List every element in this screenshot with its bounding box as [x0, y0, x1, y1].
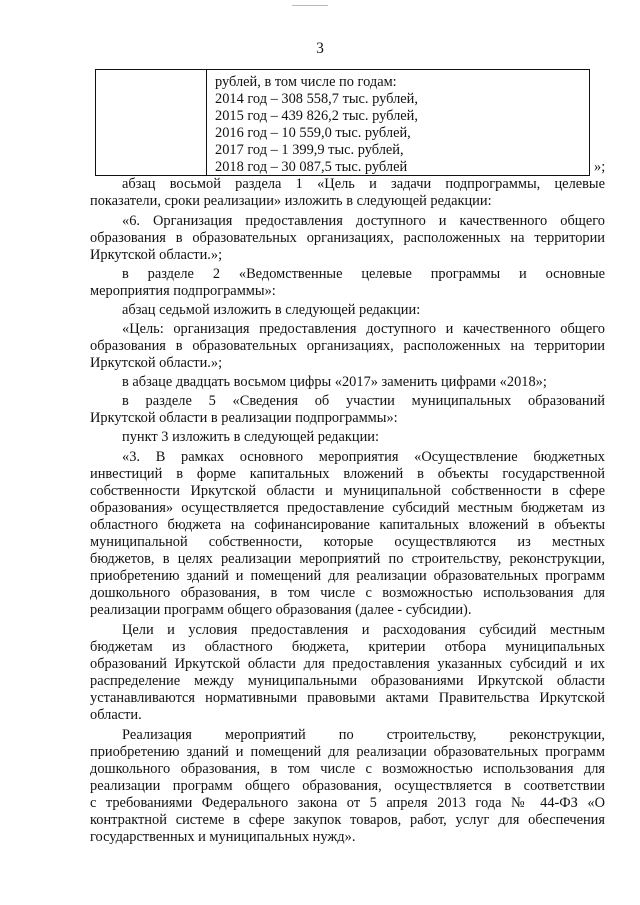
text-line: распределение между муниципальными образованиями Иркутской области [90, 673, 605, 689]
text-line: бюджетов, в целях реализации мероприятий по строительству, реконструкции, [90, 551, 605, 567]
text-line: «6. Организация предоставления доступного и качественного общего [122, 213, 605, 229]
text-line: «Цель: организация предоставления доступного и качественного общего [122, 321, 605, 337]
text-line: устанавливаются нормативными правовыми актами Правительства Иркутской [90, 690, 605, 706]
text-line: Цели и условия предоставления и расходования субсидий местным [122, 622, 605, 638]
text-line: Иркутской области.»; [90, 247, 223, 263]
text-line: показатели, сроки реализации» изложить в следующей редакции: [90, 193, 492, 209]
table-line: 2015 год – 439 826,2 тыс. рублей, [215, 108, 418, 124]
text-line: дошкольного образования, в том числе с возможностью использования для [90, 761, 605, 777]
text-line: инвестиций в форме капитальных вложений в объекты государственной [90, 466, 605, 482]
table-column-divider [206, 69, 207, 176]
text-line: в абзаце двадцать восьмом цифры «2017» заменить цифрами «2018»; [122, 374, 547, 390]
text-line: в разделе 2 «Ведомственные целевые программы и основные [122, 266, 605, 282]
text-line: Иркутской области в реализации подпрограммы»: [90, 410, 398, 426]
text-line: мероприятия подпрограммы»: [90, 283, 276, 299]
text-line: реализации программ общего образования, осуществляется в соответствии [90, 778, 605, 794]
text-line: Иркутской области.»; [90, 355, 223, 371]
text-line: образований Иркутской области для предоставления указанных субсидий и их [90, 656, 605, 672]
table-line: 2017 год – 1 399,9 тыс. рублей, [215, 142, 404, 158]
header-mark [292, 5, 328, 8]
text-line: государственных и муниципальных нужд». [90, 829, 356, 845]
text-line: абзац восьмой раздела 1 «Цель и задачи подпрограммы, целевые [122, 176, 605, 192]
text-line: приобретению зданий и помещений для реализации образовательных программ [90, 744, 605, 760]
text-line: реализации программ общего образования (далее - субсидии). [90, 602, 472, 618]
text-line: абзац седьмой изложить в следующей редакции: [122, 302, 421, 318]
table-line: 2018 год – 30 087,5 тыс. рублей [215, 159, 408, 175]
text-line: образования в образовательных организациях, расположенных на территории [90, 230, 605, 246]
text-line: образования в образовательных организациях, расположенных на территории [90, 338, 605, 354]
text-line: дошкольного образования, в том числе с возможностью использования для [90, 585, 605, 601]
text-line: областного бюджета на софинансирование капитальных вложений в объекты [90, 517, 605, 533]
table-close-quote: »; [594, 159, 606, 175]
text-line: приобретению зданий и помещений для реализации образовательных программ [90, 568, 605, 584]
text-line: собственности Иркутской области и муниципальной собственности в сфере [90, 483, 605, 499]
text-line: с требованиями Федерального закона от 5 апреля 2013 года № 44-ФЗ «О [90, 795, 605, 811]
text-line: муниципальной собственности, которые осуществляются из местных [90, 534, 605, 550]
text-line: образования» осуществляется предоставление субсидий местным бюджетам из [90, 500, 605, 516]
text-line: Реализация мероприятий по строительству, реконструкции, [122, 727, 605, 743]
page-number: 3 [316, 40, 324, 57]
text-line: «3. В рамках основного мероприятия «Осуществление бюджетных [122, 449, 605, 465]
text-line: в разделе 5 «Сведения об участии муниципальных образований [122, 393, 605, 409]
text-line: области. [90, 707, 142, 723]
table-line: рублей, в том числе по годам: [215, 74, 397, 90]
table-line: 2016 год – 10 559,0 тыс. рублей, [215, 125, 411, 141]
text-line: бюджетам из областного бюджета, критерии отбора муниципальных [90, 639, 605, 655]
text-line: контрактной системе в сфере закупок товаров, работ, услуг для обеспечения [90, 812, 605, 828]
table-line: 2014 год – 308 558,7 тыс. рублей, [215, 91, 418, 107]
text-line: пункт 3 изложить в следующей редакции: [122, 429, 379, 445]
